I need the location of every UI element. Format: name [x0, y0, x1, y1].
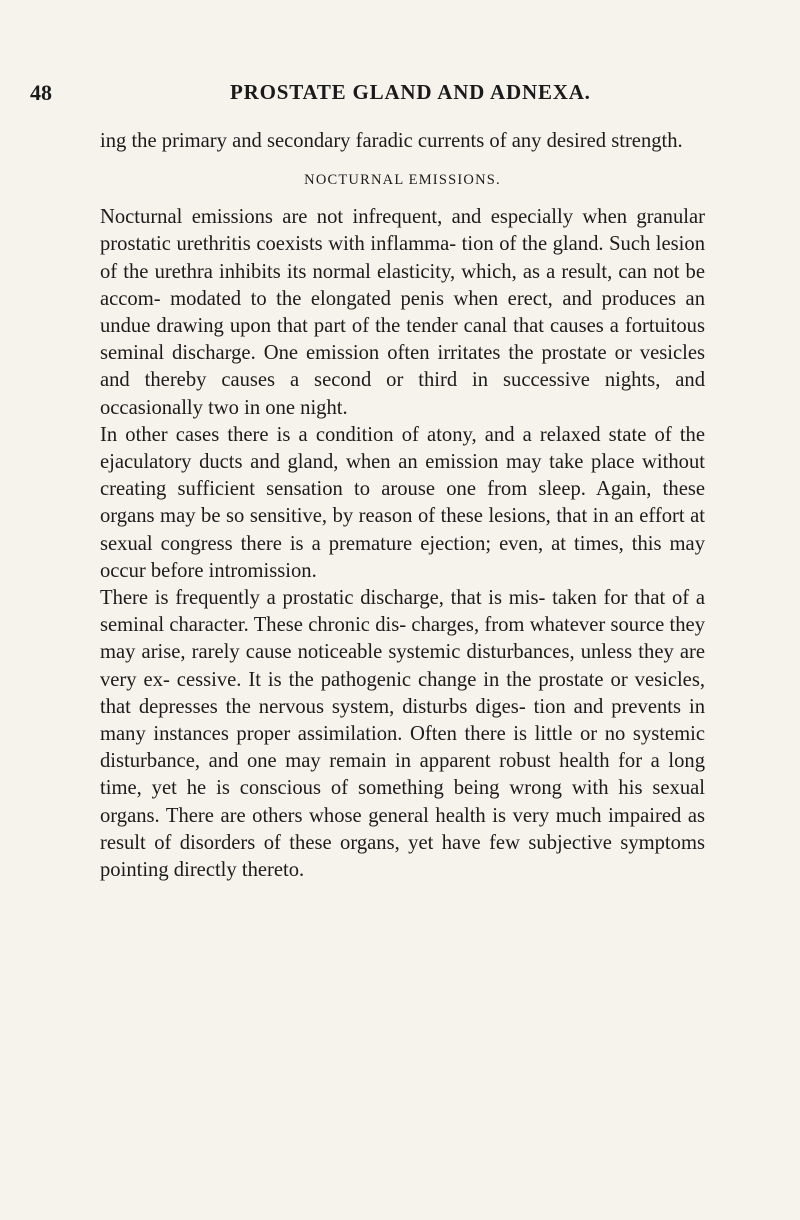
body-text [100, 128, 705, 884]
running-head: PROSTATE GLAND AND ADNEXA. [230, 80, 591, 104]
page-header [30, 80, 750, 110]
paragraph-3: There is frequently a prostatic discharge, that is mis- taken for that of a seminal character. These chronic dis- charges, from whatever source they may arise, rarely cause noticeable systemic disturbances, unless they are very ex- cessive. It is the pathogenic change in the prostate or vesicles, that depresses the nervous system, disturbs diges- tion and prevents in many instances proper assimilation. Often there is little or no systemic disturbance, and one may remain in apparent robust health for a long time, yet he is conscious of something being wrong with his sexual organs. There are others whose general health is very much impaired as result of disorders of these organs, yet have few subjective symptoms pointing directly thereto. [100, 587, 705, 882]
section-heading: NOCTURNAL EMISSIONS. [304, 172, 501, 189]
paragraph-1: Nocturnal emissions are not infrequent, and especially when granular prostatic urethritis coexists with inflamma- tion of the gland. Such lesion of the urethra inhibits its normal elasticity, which, as a result, can not be accom- modated to the elongated penis when erect, and produces an undue drawing upon that part of the tender canal that causes a fortuitous seminal discharge. One emission often irritates the prostate or vesicles and thereby causes a second or third in successive nights, and occasionally two in one night. [100, 206, 705, 419]
page-number: 48 [30, 80, 52, 105]
paragraph-2: In other cases there is a condition of atony, and a relaxed state of the ejaculatory ducts and gland, when an emission may take place without creating sufficient sensation to arouse one from sleep. Again, these organs may be so sensitive, by reason of these lesions, that in an effort at sexual congress there is a premature ejection; even, at times, this may occur before intromission. [100, 423, 705, 582]
continuation-paragraph: ing the primary and secondary faradic currents of any desired strength. [100, 130, 683, 152]
